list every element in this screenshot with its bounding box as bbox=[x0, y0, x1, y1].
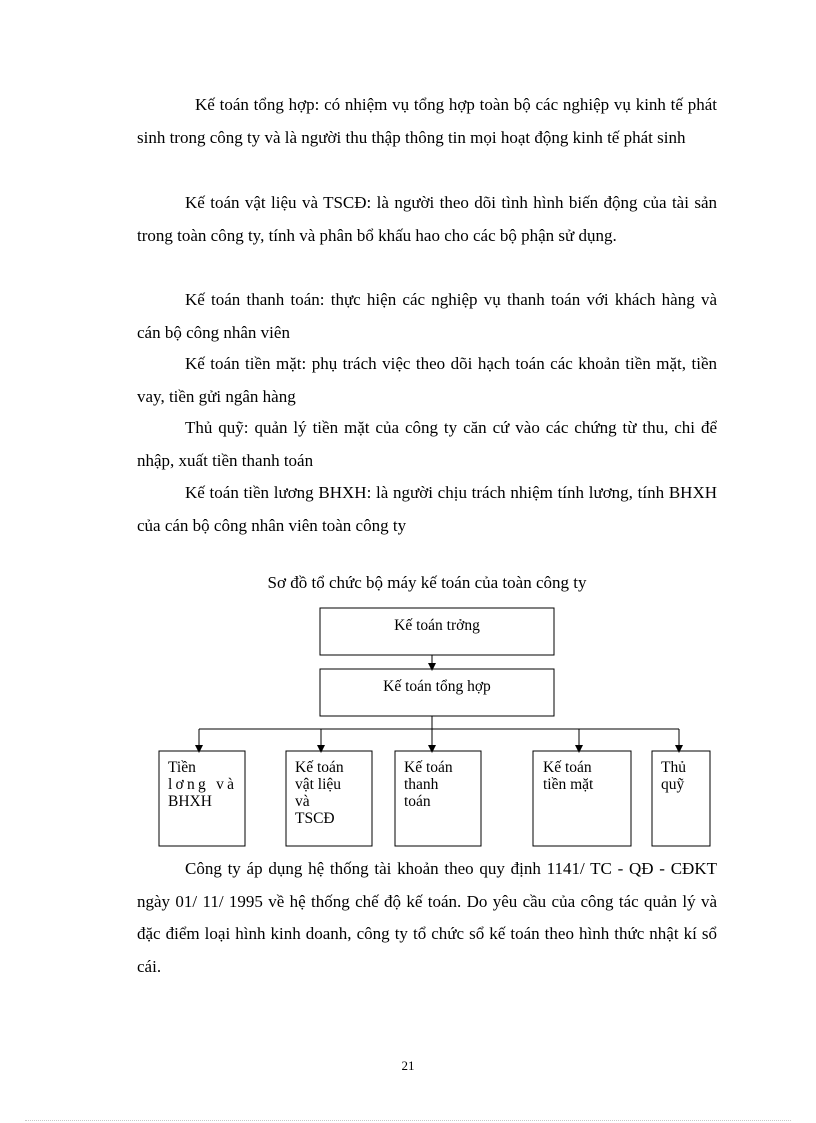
paragraph-ke-toan-tong-hop: Kế toán tổng hợp: có nhiệm vụ tổng hợp toàn bộ các nghiệp vụ kinh tế phát sinh trong công ty và là người thu thập thông tin mọi hoạt động kinh tế phát sinh bbox=[137, 95, 717, 147]
chart-label-salary: Tiền lơng và BHXH bbox=[168, 759, 234, 810]
paragraph-closing: Công ty áp dụng hệ thống tài khoản theo quy định 1141/ TC - QĐ - CĐKT ngày 01/ 11/ 1995 về hệ thống chế độ kế toán. Do yêu cầu của công tác quản lý và đặc điểm loại hình kinh doanh, công ty tổ chức sổ kế toán theo hình thức nhật kí sổ cái. bbox=[137, 859, 717, 976]
paragraph-thu-quy: Thủ quỹ: quản lý tiền mặt của công ty căn cứ vào các chứng từ thu, chi để nhập, xuất tiền thanh toán bbox=[137, 418, 717, 470]
diagram-title: Sơ đồ tổ chức bộ máy kế toán của toàn công ty bbox=[267, 573, 587, 592]
page-number: 21 bbox=[401, 1058, 415, 1073]
chart-label-cash: Kế toán tiền mặt bbox=[543, 759, 594, 793]
paragraph-ke-toan-tien-mat: Kế toán tiền mặt: phụ trách việc theo dõi hạch toán các khoản tiền mặt, tiền vay, tiền gửi ngân hàng bbox=[137, 354, 717, 406]
page-bottom-divider bbox=[25, 1120, 791, 1121]
chart-label-payment: Kế toán thanh toán bbox=[404, 759, 453, 810]
paragraph-ke-toan-thanh-toan: Kế toán thanh toán: thực hiện các nghiệp vụ thanh toán với khách hàng và cán bộ công nhân viên bbox=[137, 290, 717, 342]
paragraph-ke-toan-tien-luong: Kế toán tiền lương BHXH: là người chịu trách nhiệm tính lương, tính BHXH của cán bộ công nhân viên toàn công ty bbox=[137, 483, 717, 535]
chart-label-treasurer: Thủ quỹ bbox=[661, 759, 686, 793]
chart-label-materials: Kế toán vật liệu và TSCĐ bbox=[295, 759, 344, 827]
paragraph-ke-toan-vat-lieu: Kế toán vật liệu và TSCĐ: là người theo dõi tình hình biến động của tài sản trong toàn công ty, tính và phân bổ khấu hao cho các bộ phận sử dụng. bbox=[137, 193, 717, 245]
chart-label-general-accountant: Kế toán tổng hợp bbox=[383, 678, 491, 695]
chart-label-chief-accountant: Kế toán trởng bbox=[394, 617, 480, 634]
